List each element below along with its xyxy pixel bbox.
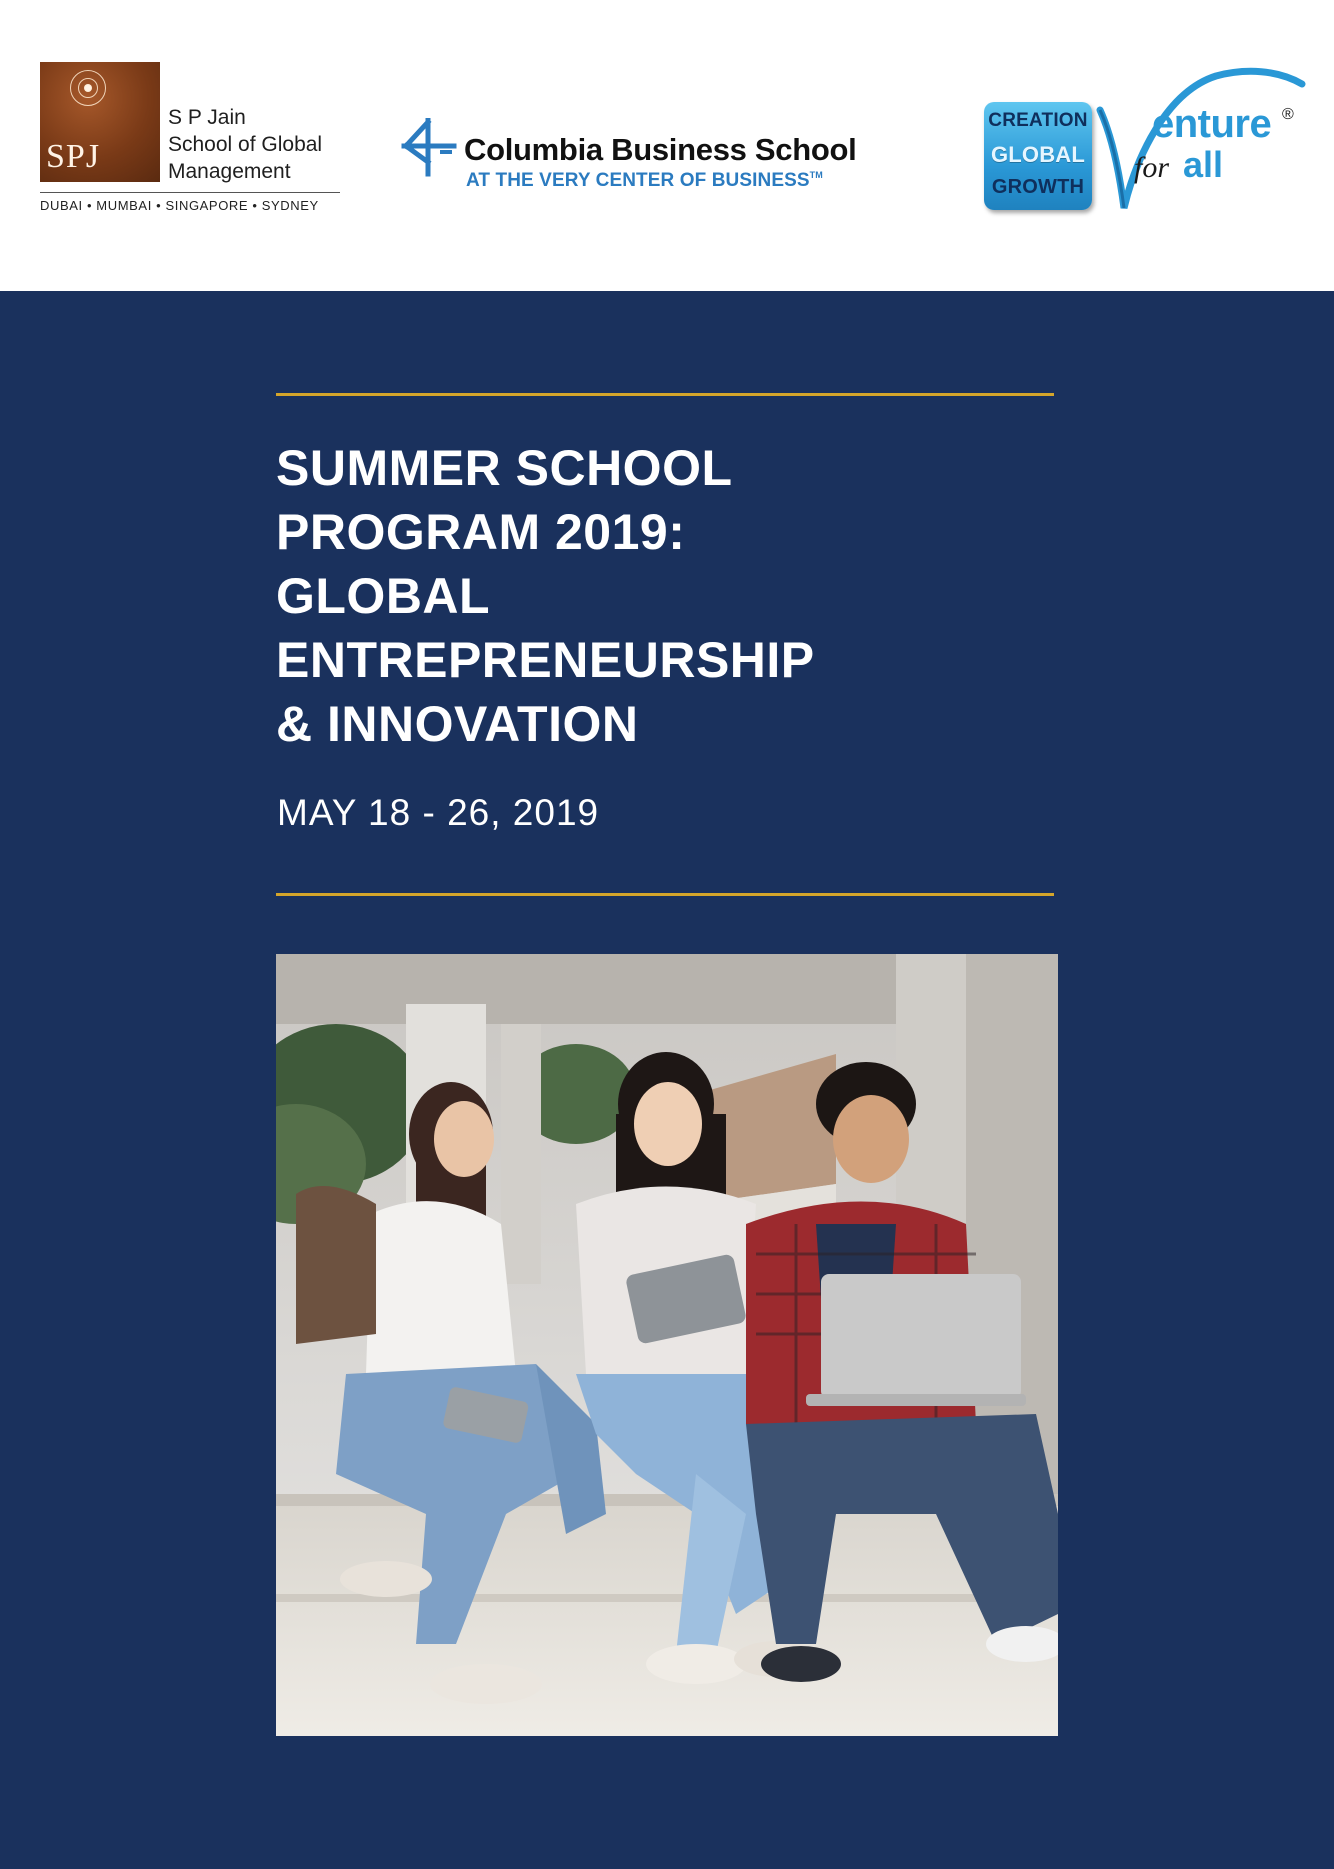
registered-mark: ® <box>1282 106 1294 123</box>
venture-badge-line: GLOBAL <box>990 142 1086 167</box>
spj-monogram: SPJ <box>46 138 101 175</box>
spj-cities: DUBAI • MUMBAI • SINGAPORE • SYDNEY <box>40 198 319 213</box>
title-line: PROGRAM 2019: <box>276 504 686 560</box>
title-line: & INNOVATION <box>276 696 639 752</box>
columbia-tagline <box>466 170 823 192</box>
trademark-mark: TM <box>809 170 823 180</box>
spj-logo <box>40 62 342 222</box>
venture-badge <box>984 102 1092 210</box>
columbia-tagline-text: AT THE VERY CENTER OF BUSINESS <box>466 170 810 191</box>
students-illustration <box>276 954 1058 1736</box>
venture-word: enture <box>1152 102 1272 146</box>
gold-divider-bottom <box>276 893 1054 896</box>
spj-emblem <box>40 62 160 182</box>
logo-header <box>0 0 1334 291</box>
spj-name-line: S P Jain <box>168 106 246 129</box>
spj-name-line: School of Global <box>168 133 323 156</box>
students-photo <box>276 954 1058 1736</box>
title-line: SUMMER SCHOOL <box>276 440 733 496</box>
venture-for-all-logo <box>984 62 1304 222</box>
title-line: GLOBAL <box>276 568 491 624</box>
venture-for: for <box>1134 151 1170 184</box>
venture-for-all-words <box>1134 144 1223 186</box>
program-dates: MAY 18 - 26, 2019 <box>277 792 600 833</box>
spj-school-name <box>168 104 348 185</box>
venture-badge-line: CREATION <box>988 110 1088 131</box>
spj-divider <box>40 192 340 193</box>
columbia-name: Columbia Business School <box>464 132 857 167</box>
title-line: ENTREPRENEURSHIP <box>276 632 815 688</box>
venture-all: all <box>1183 144 1224 185</box>
spj-name-line: Management <box>168 160 291 183</box>
program-title <box>276 436 1076 756</box>
venture-badge-line: GROWTH <box>991 176 1085 198</box>
gold-divider-top <box>276 393 1054 396</box>
columbia-logo <box>400 118 900 191</box>
columbia-crown-icon <box>400 118 458 178</box>
